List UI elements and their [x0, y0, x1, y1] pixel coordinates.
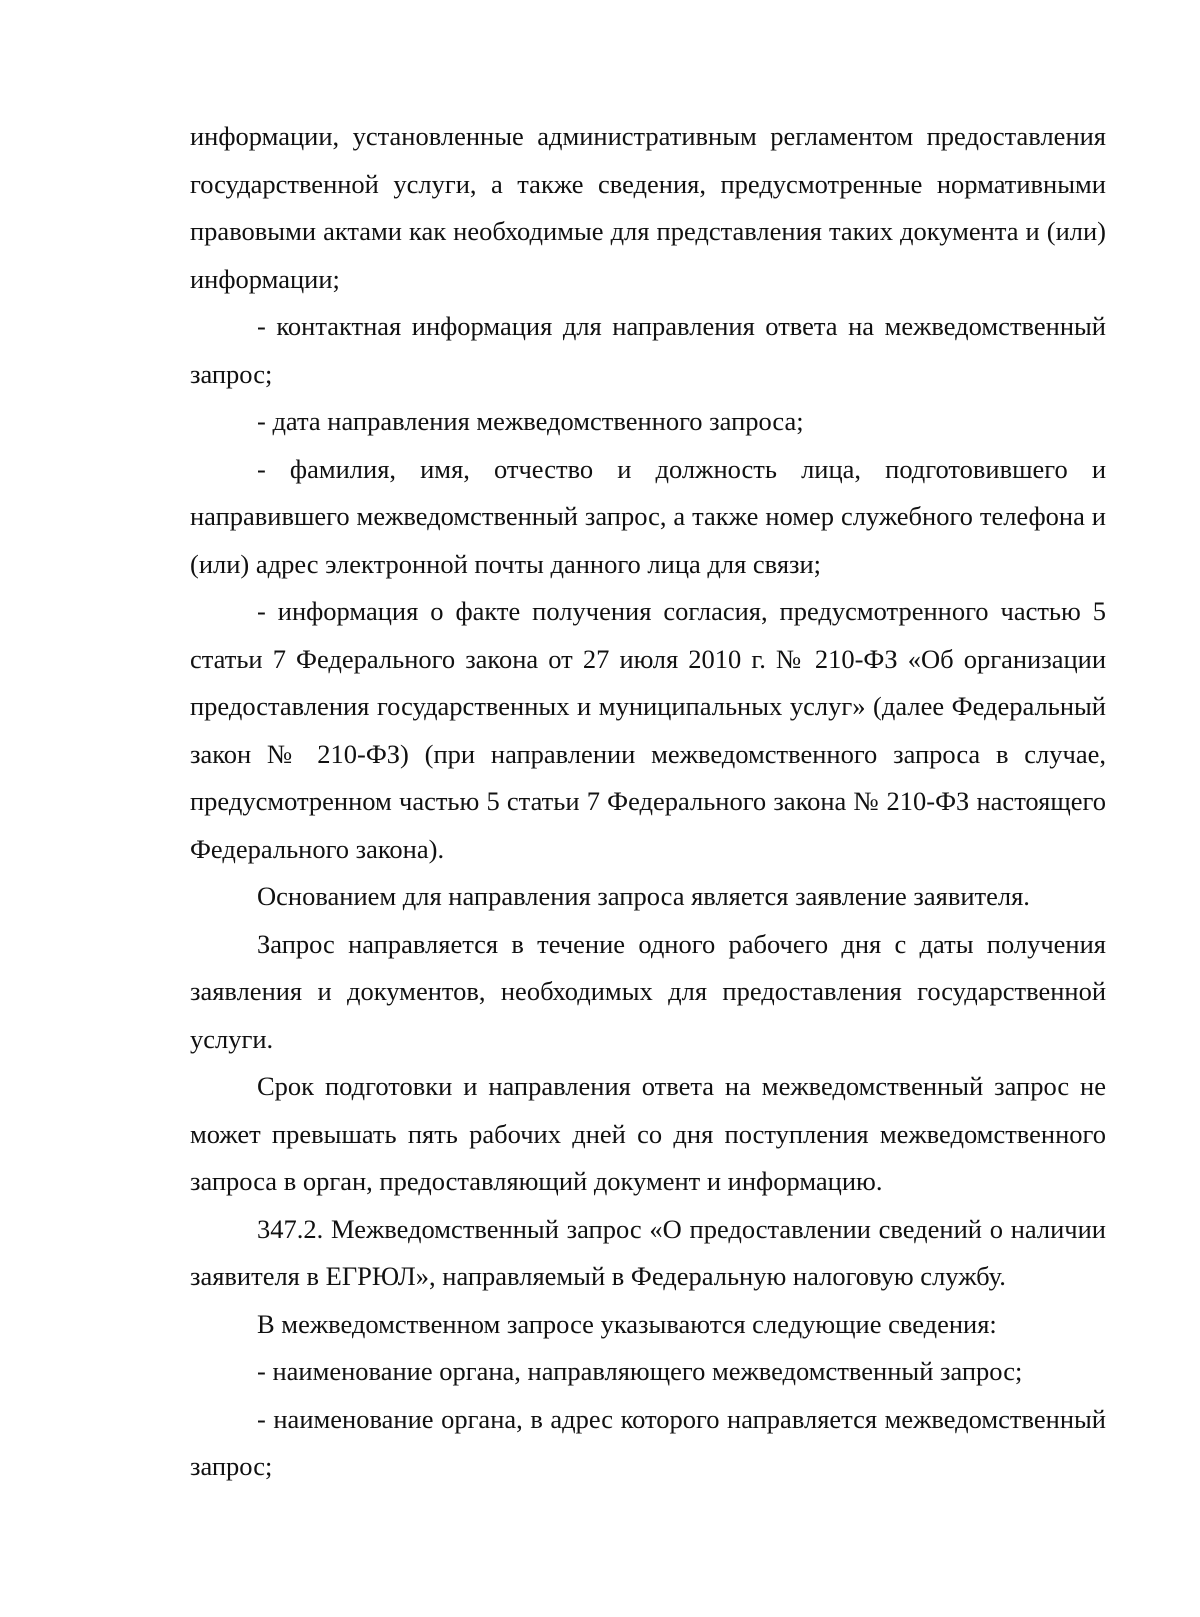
paragraph-consent-info: - информация о факте получения согласия, предусмотренного частью 5 статьи 7 Федерального закона от 27 июля 2010 г. № 210-ФЗ «Об организации предоставления государственных и муниципальных услуг» (далее Федеральный закон № 210-ФЗ) (при направлении межведомственного запроса в случае, предусмотренном частью 5 статьи 7 Федерального закона № 210-ФЗ настоящего Федерального закона).: [190, 596, 1106, 864]
paragraph-contact-info: - контактная информация для направления ответа на межведомственный запрос;: [190, 311, 1106, 389]
paragraph-request-basis: Основанием для направления запроса является заявление заявителя.: [257, 881, 1030, 911]
paragraph-recipient-organ: - наименование органа, в адрес которого направляется межведомственный запрос;: [190, 1403, 1106, 1481]
paragraph-request-date: - дата направления межведомственного запроса;: [257, 406, 804, 436]
paragraph-required-fields-intro: В межведомственном запросе указываются следующие сведения:: [257, 1308, 997, 1339]
paragraph-sender-organ: - наименование органа, направляющего межведомственный запрос;: [257, 1356, 1023, 1386]
paragraph-request-timing: Запрос направляется в течение одного рабочего дня с даты получения заявления и документов, необходимых для предоставления государственной услуги.: [190, 928, 1106, 1054]
paragraph-request-info-continuation: информации, установленные административным регламентом предоставления государственной услуги, а также сведения, предусмотренные нормативными правовыми актами как необходимые для представления таких документа и (или) информации;: [190, 121, 1106, 294]
paragraph-responsible-person: - фамилия, имя, отчество и должность лица, подготовившего и направившего межведомственный запрос, а также номер служебного телефона и (или) адрес электронной почты данного лица для связи;: [190, 453, 1106, 579]
document-body: [190, 113, 1106, 1491]
paragraph-section-347-2: 347.2. Межведомственный запрос «О предоставлении сведений о наличии заявителя в ЕГРЮЛ», направляемый в Федеральную налоговую службу.: [190, 1213, 1106, 1291]
paragraph-response-deadline: Срок подготовки и направления ответа на межведомственный запрос не может превышать пять рабочих дней со дня поступления межведомственного запроса в орган, предоставляющий документ и информацию.: [190, 1071, 1106, 1196]
